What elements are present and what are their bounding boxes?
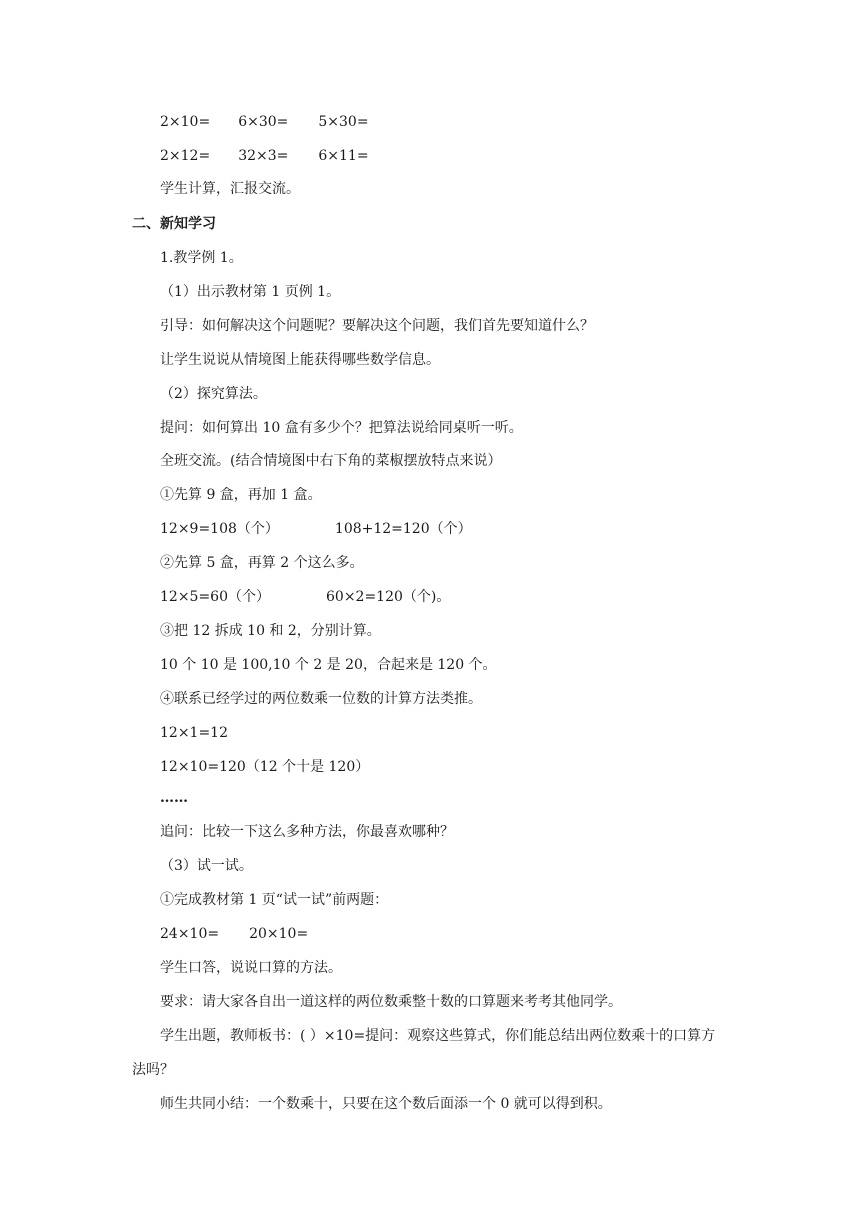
expression: 20×10= — [249, 926, 309, 942]
expression: 5×30= — [318, 114, 369, 130]
paragraph: 师生共同小结：一个数乘十，只要在这个数后面添一个 0 就可以得到积。 — [160, 1096, 612, 1112]
expression: 12×10=120（12 个十是 120） — [160, 759, 370, 775]
paragraph: 追问：比较一下这么多种方法，你最喜欢哪种？ — [160, 824, 454, 840]
paragraph: 学生出题，教师板书：( ）×10=提问：观察这些算式，你们能总结出两位数乘十的口算方法吗？ — [132, 1028, 716, 1078]
paragraph: ③把 12 拆成 10 和 2，分别计算。 — [160, 623, 381, 639]
expression: 2×12= — [160, 148, 211, 164]
paragraph: ②先算 5 盒，再算 2 个这么多。 — [160, 555, 364, 571]
paragraph: 要求：请大家各自出一道这样的两位数乘整十数的口算题来考考其他同学。 — [160, 994, 622, 1010]
paragraph: （2）探究算法。 — [160, 386, 267, 402]
paragraph: ①先算 9 盒，再加 1 盒。 — [160, 487, 322, 503]
warmup-row-2 — [160, 146, 369, 166]
paragraph: 提问：如何算出 10 盒有多少个？把算法说给同桌听一听。 — [160, 420, 523, 436]
paragraph: 1.教学例 1。 — [160, 250, 243, 266]
warmup-row-1 — [160, 112, 369, 132]
expression: 12×5=60（个） — [160, 589, 270, 605]
paragraph: 学生计算，汇报交流。 — [160, 181, 300, 197]
paragraph: ④联系已经学过的两位数乘一位数的计算方法类推。 — [160, 691, 482, 707]
expression: 32×3= — [238, 148, 289, 164]
expression: 6×11= — [318, 148, 369, 164]
calculation-row — [160, 587, 450, 607]
expression: 24×10= — [160, 926, 220, 942]
expression: 12×9=108（个） — [160, 521, 279, 537]
paragraph: 引导：如何解决这个问题呢？要解决这个问题，我们首先要知道什么？ — [160, 318, 594, 334]
paragraph: （1）出示教材第 1 页例 1。 — [160, 284, 341, 300]
paragraph: 10 个 10 是 100,10 个 2 是 20，合起来是 120 个。 — [160, 657, 497, 673]
calculation-row — [160, 924, 308, 944]
expression: 12×1=12 — [160, 725, 228, 741]
paragraph: （3）试一试。 — [160, 858, 253, 874]
expression: 2×10= — [160, 114, 211, 130]
paragraph: 学生口答，说说口算的方法。 — [160, 960, 342, 976]
paragraph: 全班交流。(结合情境图中右下角的菜椒摆放特点来说） — [160, 453, 502, 469]
section-heading: 二、新知学习 — [132, 216, 216, 232]
expression: 6×30= — [238, 114, 289, 130]
paragraph: 让学生说说从情境图上能获得哪些数学信息。 — [160, 352, 440, 368]
ellipsis: …… — [160, 790, 188, 806]
calculation-row — [160, 519, 472, 539]
expression: 60×2=120（个)。 — [326, 589, 451, 605]
paragraph: ①完成教材第 1 页“试一试”前两题： — [160, 892, 389, 908]
expression: 108+12=120（个） — [334, 521, 472, 537]
